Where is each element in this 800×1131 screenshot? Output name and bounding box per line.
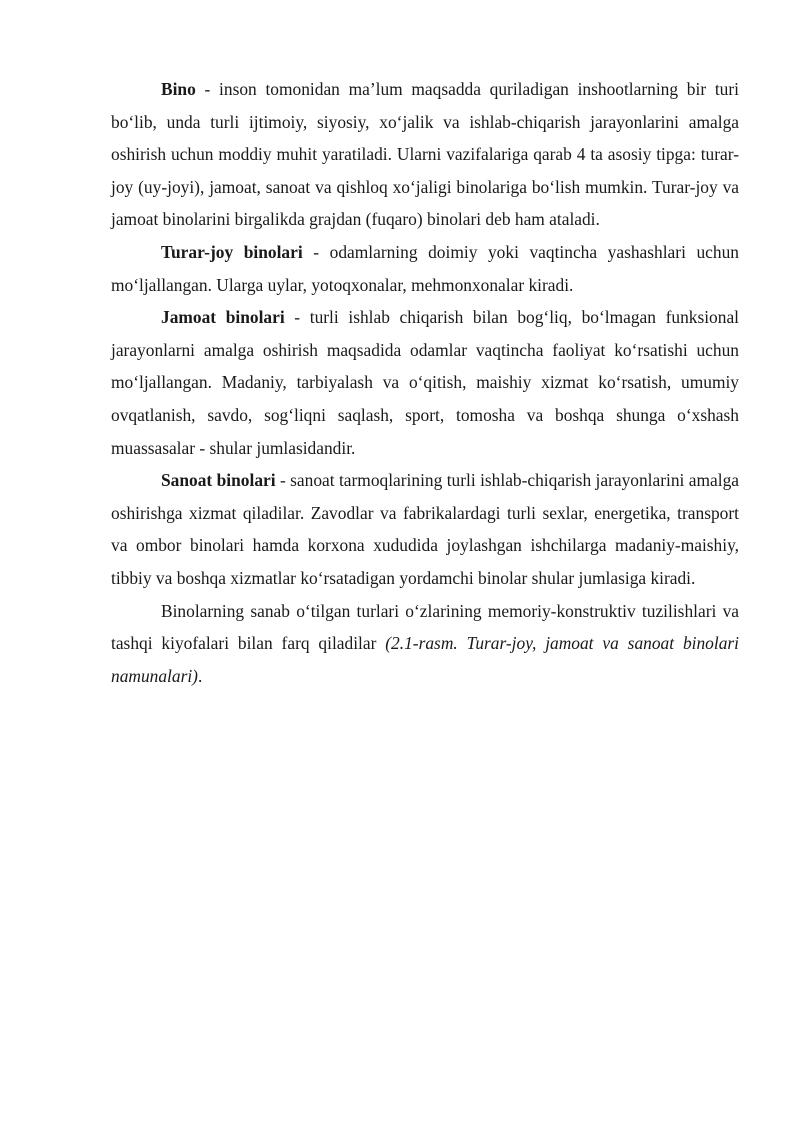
paragraph-text: Binolarning sanab o‘tilgan turlari o‘zlarining memoriy-konstruktiv tuzilishlari va tashqi kiyofalari bilan farq qiladilar xyxy=(111,600,739,654)
term-turar-joy-binolari: Turar-joy binolari xyxy=(161,241,303,262)
paragraph-text: - inson tomonidan ma’lum maqsadda quriladigan inshootlarning bir turi bo‘lib, unda turli ijtimoiy, siyosiy, xo‘jalik va ishlab-chiqarish jarayonlarini amalga oshirish uchun moddiy muhit yaratiladi. Ularni vazifalariga qarab 4 ta asosiy tipga: turar-joy (uy-joyi), jamoat, sanoat va qishloq xo‘jaligi binolariga bo‘lish mumkin. Turar-joy va jamoat binolarini birgalikda grajdan (fuqaro) binolari deb ham ataladi. xyxy=(111,79,739,230)
term-bino: Bino xyxy=(161,79,196,99)
paragraph-text: - odamlarning doimiy yoki vaqtincha yashashlari uchun mo‘ljallangan. Ularga uylar, yotoqxonalar, mehmonxonalar kiradi. xyxy=(111,241,739,295)
paragraph-sanoat xyxy=(111,464,739,594)
document-page xyxy=(111,73,739,692)
paragraph-text: - turli ishlab chiqarish bilan bog‘liq, bo‘lmagan funksional jarayonlarni amalga oshirish maqsadida odamlar vaqtincha faoliyat ko‘rsatishi uchun mo‘ljallangan. Madaniy, tarbiyalash va o‘qitish, maishiy xizmat ko‘rsatish, umumiy ovqatlanish, savdo, sog‘liqni saqlash, sport, tomosha va boshqa shunga o‘xshash muassasalar - shular jumlasidandir. xyxy=(111,307,740,458)
paragraph-bino xyxy=(111,73,739,236)
figure-reference: (2.1-rasm. Turar-joy, jamoat va sanoat binolari namunalari) xyxy=(111,633,739,686)
term-jamoat-binolari: Jamoat binolari xyxy=(161,307,285,328)
paragraph-jamoat xyxy=(111,301,739,464)
paragraph-binolarning-turlari xyxy=(111,595,739,693)
term-sanoat-binolari: Sanoat binolari xyxy=(161,470,276,491)
paragraph-turar-joy xyxy=(111,236,739,301)
paragraph-end: . xyxy=(197,665,203,686)
paragraph-text: - sanoat tarmoqlarining turli ishlab-chiqarish jarayonlarini amalga oshirishga xizmat qiladilar. Zavodlar va fabrikalardagi turli sexlar, energetika, transport va ombor binolari hamda korxona xududida joylashgan ishchilarga madaniy-maishiy, tibbiy va boshqa xizmatlar ko‘rsatadigan yordamchi binolar shular jumlasiga kiradi. xyxy=(111,470,739,588)
